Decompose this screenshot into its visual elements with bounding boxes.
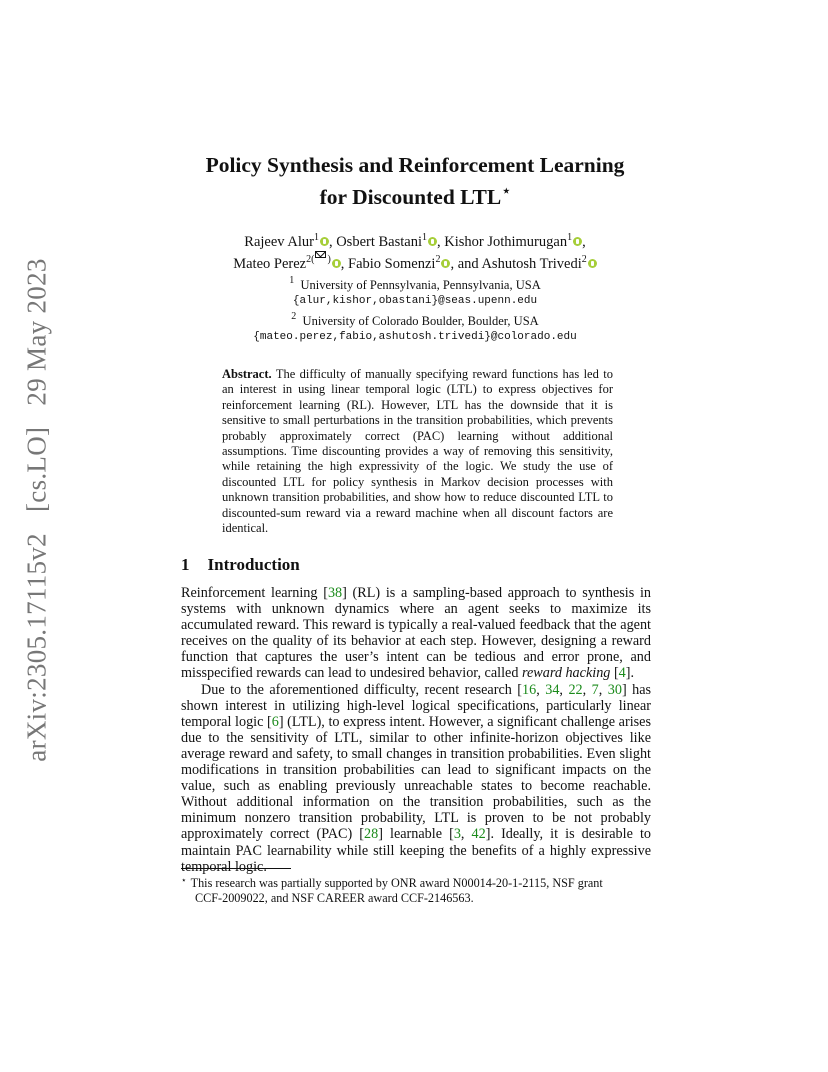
text-run: ] (LTL), to express intent. However, a significant challenge arises due to the sensitivity of LTL, similar to other infinite-horizon objectives like average reward and safety, to small changes in transition probabilities. Even slight modifications in transition probabilities can lead to significant impacts on the value, such as enabling previously unreachable states to become reachable. Without additional information on the transition probabilities, such as the minimum nonzero transition probability, LTL is proven to be not probably approximately correct (PAC) [ [181, 713, 651, 843]
citation-link[interactable]: 28 [364, 826, 379, 843]
citation-link[interactable]: 3 [453, 826, 461, 843]
text-run: , [536, 681, 546, 698]
author-line-1 [150, 229, 680, 251]
text-run: ] learnable [ [378, 826, 454, 843]
citation-link[interactable]: 42 [471, 826, 486, 843]
author-affil-sup: 1 [567, 232, 573, 243]
paragraph [181, 585, 651, 682]
citation-link[interactable]: 7 [591, 681, 599, 698]
author-name: Kishor Jothimurugan [444, 234, 568, 250]
author-line-2 [150, 251, 680, 273]
affiliations [150, 273, 680, 345]
section-number: 1 [181, 555, 190, 574]
author-and: , and [450, 256, 479, 272]
text-run: Reinforcement learning [ [181, 585, 328, 601]
orcid-icon[interactable] [573, 237, 582, 246]
author-affil-sup-num: 2 [306, 254, 312, 265]
author-name: Ashutosh Trivedi [481, 256, 582, 272]
affiliation-number: 1 [289, 275, 295, 286]
author-affil-sup: 1 [313, 232, 319, 243]
affiliation-number: 2 [291, 311, 297, 322]
arxiv-sidebar-text [22, 258, 53, 761]
citation-link[interactable]: 22 [568, 681, 583, 698]
author-name: Fabio Somenzi [348, 256, 436, 272]
author-affil-sup: 1 [421, 232, 427, 243]
affiliation-2 [150, 309, 680, 330]
text-run: , [460, 826, 472, 843]
text-run: ] (RL) is a sampling-based approach to synthesis in systems with unknown dynamics where an agent seeks to maximize its accumulated reward. This reward is typically a real-valued feedback that the agent receives on the quality of its behavior at each step. However, designing a reward function that captures the user’s intent can be tedious and error prone, and misspecified rewards can lead to undesired behavior, called [181, 585, 651, 682]
author-affil-sup: 2( ) [306, 254, 331, 265]
footnote-mark: ⋆ [181, 875, 187, 885]
text-run: Due to the aforementioned difficulty, recent research [ [201, 681, 523, 698]
arxiv-sidebar-stamp [21, 258, 52, 762]
body-text [181, 585, 651, 875]
affiliation-1 [150, 273, 680, 294]
citation-link[interactable]: 30 [607, 681, 622, 698]
citation-link[interactable]: 16 [522, 681, 537, 698]
envelope-icon[interactable] [315, 251, 326, 258]
footnote-line-1 [181, 873, 651, 891]
author-separator: , [436, 234, 441, 250]
text-run: ]. Ideally, it is desirable to maintain PAC learnability while still keeping the benefits of a highly expressive temporal logic. [181, 826, 651, 875]
arxiv-category: [cs.LO] [21, 426, 52, 512]
text-run: , [598, 681, 608, 698]
footnote [181, 873, 651, 906]
section-title: Introduction [207, 555, 300, 574]
text-run: [ [610, 665, 619, 682]
abstract-text: The difficulty of manually specifying reward functions has led to an interest in using linear temporal logic (LTL) to express objectives for reinforcement learning (RL). However, LTL has the downside that it is sensitive to small perturbations in the transition probabilities, which prevents probably approximately correct (PAC) learning without additional assumptions. Time discounting provides a way of removing this sensitivity, while retaining the high expressivity of the logic. We study the use of discounted LTL for policy synthesis in Markov decision processes with unknown transition probabilities, and show how to reduce discounted LTL to discounted-sum reward via a reward machine when all discount factors are identical. [222, 367, 613, 536]
affiliation-2-email[interactable]: {mateo.perez,fabio,ashutosh.trivedi}@colorado.edu [253, 330, 577, 343]
title-line-2 [150, 178, 680, 210]
citation-link[interactable]: 34 [545, 681, 560, 698]
text-run: ]. [625, 665, 635, 682]
text-run: , [582, 681, 592, 698]
orcid-icon[interactable] [428, 237, 437, 246]
affiliation-name: University of Colorado Boulder, Boulder, USA [302, 314, 539, 328]
footnote-text: This research was partially supported by ONR award N00014-20-1-2115, NSF grant [190, 876, 603, 890]
author-separator: , [582, 234, 586, 250]
author-separator: , [340, 256, 345, 272]
affiliation-name: University of Pennsylvania, Pennsylvania, USA [300, 278, 541, 292]
orcid-icon[interactable] [332, 259, 341, 268]
affiliation-1-email[interactable]: {alur,kishor,obastani}@seas.upenn.edu [292, 294, 538, 307]
orcid-icon[interactable] [588, 259, 597, 268]
paper-title [150, 152, 680, 210]
arxiv-date: 29 May 2023 [21, 258, 52, 406]
author-affil-sup: 2 [435, 254, 441, 265]
author-name: Mateo Perez [233, 256, 307, 272]
paragraph [181, 682, 651, 875]
emphasis: reward hacking [521, 665, 611, 682]
author-name: Rajeev Alur [244, 234, 314, 250]
text-run: , [559, 681, 569, 698]
abstract-label: Abstract. [222, 367, 272, 381]
author-affil-sup: 2 [581, 254, 587, 265]
citation-link[interactable]: 6 [271, 713, 279, 730]
title-footnote-star: ⋆ [502, 183, 511, 198]
author-name: Osbert Bastani [336, 234, 422, 250]
footnote-rule [181, 868, 291, 869]
citation-link[interactable]: 4 [618, 665, 626, 682]
author-list [150, 229, 680, 273]
text-run: ] has shown interest in utilizing high-level logical specifications, particularly linear temporal logic [ [181, 681, 652, 730]
title-line-1: Policy Synthesis and Reinforcement Learning [205, 153, 625, 177]
author-separator: , [328, 234, 333, 250]
citation-link[interactable]: 38 [327, 585, 343, 601]
abstract [222, 367, 613, 536]
title-line-2-text: for Discounted LTL [319, 185, 502, 209]
arxiv-id: arXiv:2305.17115v2 [21, 533, 52, 762]
footnote-line-2: CCF-2009022, and NSF CAREER award CCF-2146563. [195, 891, 474, 905]
orcid-icon[interactable] [320, 237, 329, 246]
section-heading [181, 555, 300, 575]
